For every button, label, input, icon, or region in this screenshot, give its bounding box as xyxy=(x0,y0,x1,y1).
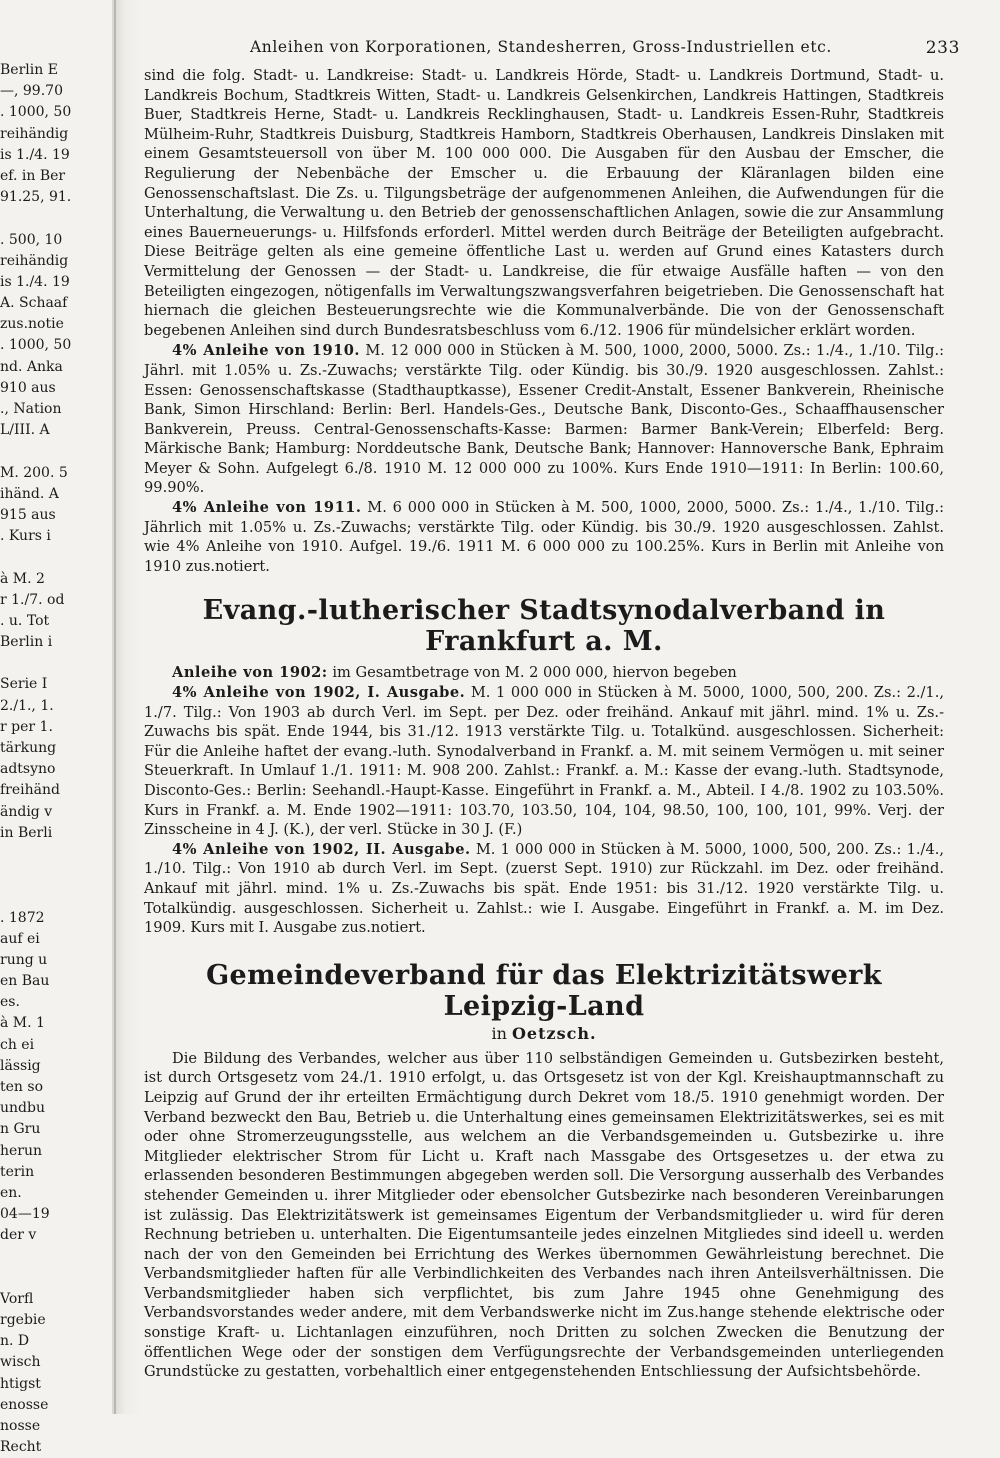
margin-fragment-line: Serie I xyxy=(0,676,48,693)
margin-fragment-line: . Kurs i xyxy=(0,528,51,545)
margin-fragment-line: wisch xyxy=(0,1354,41,1371)
facing-page-margin xyxy=(0,60,112,1458)
margin-fragment-line: A. Schaaf xyxy=(0,295,68,312)
running-title: Anleihen von Korporationen, Standesherren, Gross-Industriellen etc. xyxy=(250,38,832,56)
margin-fragment-line xyxy=(0,1268,112,1289)
subtitle-prefix: in xyxy=(491,1023,507,1043)
margin-fragment-line: tärkung xyxy=(0,740,57,756)
page-number: 233 xyxy=(925,38,960,58)
margin-fragment-line: Berlin E xyxy=(0,62,58,78)
margin-fragment-line: 04—19 xyxy=(0,1206,50,1223)
ausgabe-1-paragraph xyxy=(144,683,944,840)
margin-fragment-line: rung u xyxy=(0,951,48,968)
section-subtitle xyxy=(144,1024,944,1043)
intro-paragraph: sind die folg. Stadt- u. Landkreise: Stadt- u. Landkreis Hörde, Stadt- u. Landkreis Dortmund, Stadt- u. Landkreis Bochum, Stadtkreis Witten, Stadt- u. Landkreis Gelsenkirchen, Landkreis Hattingen, Stadtkreis Buer, Stadtkreis Herne, Stadt- u. Landkreis Recklinghausen, Stadt- u. Landkreis Essen-Ruhr, Stadtkreis Mülheim-Ruhr, Stadtkreis Duisburg, Stadtkreis Hamborn, Stadtkreis Oberhausen, Landkreis Dinslaken mit einem Gesamtsteuersoll von über M. 100 000 000. Die Ausgaben für den Ausbau der Emscher, die Regulierung der Nebenbäche der Emscher u. die Erbauung der Kläranlagen bilden eine Genossenschaftslast. Die Zs. u. Tilgungsbeträge der aufgenommenen Anleihen, die Aufwendungen für die Unterhaltung, die Verwaltung u. den Betrieb der genossenschaftlichen Anlagen, sowie die zur Ansammlung eines Bauerneuerungs- u. Hilfsfonds erforderl. Mittel werden durch Beiträge der Beteiligten aufgebracht. Diese Beiträge gelten als eine gemeine öffentliche Last u. werden auf Grund eines Katasters durch Vermittelung der Genossen — der Stadt- u. Landkreise, die für etwaige Ausfälle haften — von den Beteiligten eingezogen, nötigenfalls im Verwaltungszwangsverfahren beigetrieben. Die Genossenschaft hat hiernach die gleichen Besteuerungsrechte wie die Kommunalverbände. Die von der Genossenschaft begebenen Anleihen sind durch Bundesratsbeschluss vom 6./12. 1906 für mündelsicher erklärt worden. xyxy=(144,67,944,339)
margin-fragment-line: . 1872 xyxy=(0,909,45,926)
margin-fragment-line: terin xyxy=(0,1163,35,1180)
section-title-gemeindeverband: Gemeindeverband für das Elektrizitätswerk Leipzig-Land xyxy=(206,959,882,1022)
margin-fragment-line: undbu xyxy=(0,1100,45,1117)
margin-fragment-line: en. xyxy=(0,1184,22,1201)
margin-fragment-line: is 1./4. 19 xyxy=(0,273,70,290)
margin-fragment-line: htigst xyxy=(0,1375,41,1392)
margin-fragment-line: . 1000, 50 xyxy=(0,337,72,354)
margin-fragment-line: 2./1., 1. xyxy=(0,697,54,714)
margin-fragment-line: der v xyxy=(0,1227,37,1244)
loan-1910-paragraph xyxy=(144,341,944,498)
margin-fragment-line: rgebie xyxy=(0,1312,46,1329)
loan-1911-text: M. 6 000 000 in Stücken à M. 500, 1000, 2000, 5000. Zs.: 1./4., 1./10. Tilg.: Jährlich mit 1.05% u. Zs.-Zuwachs; verstärkte Tilg. oder Kündig. bis 30./9. 1920 ausgeschlossen. Zahlst. wie 4% Anleihe von 1910. Aufgel. 19./6. 1911 M. 6 000 000 zu 100.25%. Kurs in Berlin mit Anleihe von 1910 zus.notiert. xyxy=(144,499,944,575)
margin-fragment-line: r per 1. xyxy=(0,718,53,735)
margin-fragment-line: en Bau xyxy=(0,973,50,990)
margin-fragment-line: r 1./7. od xyxy=(0,591,65,608)
margin-fragment-line: ch ei xyxy=(0,1036,35,1053)
margin-fragment-line: ihänd. A xyxy=(0,485,59,502)
margin-fragment-line: nosse xyxy=(0,1418,41,1434)
margin-fragment-line: 915 aus xyxy=(0,506,56,523)
loan-1911-heading: 4% Anleihe von 1911. xyxy=(172,499,362,517)
margin-fragment-line: à M. 1 xyxy=(0,1015,45,1032)
margin-fragment-line xyxy=(0,844,112,865)
margin-fragment-line xyxy=(0,547,112,568)
margin-fragment-line: . 1000, 50 xyxy=(0,104,72,121)
margin-fragment-line: ändig v xyxy=(0,803,53,820)
margin-fragment-line xyxy=(0,865,112,886)
margin-fragment-line: ef. in Ber xyxy=(0,167,66,184)
margin-fragment-line: reihändig xyxy=(0,252,69,269)
margin-fragment-line: —, 99.70 xyxy=(0,83,63,100)
margin-fragment-line xyxy=(0,208,112,229)
ausgabe-1-text: M. 1 000 000 in Stücken à M. 5000, 1000, 500, 200. Zs.: 2./1., 1./7. Tilg.: Von 1903 ab durch Verl. im Sept. per Dez. oder freihänd. Ankauf mit jährl. mind. 1% u. Zs.-Zuwachs bis spät. Ende 1944, bis 31./12. 1913 verstärkte Tilg. u. Totalkünd. ausgeschlossen. Sicherheit: Für die Anleihe haftet der evang.-luth. Synodalverband in Frankf. a. M. mit seinem Vermögen u. mit seiner Steuerkraft. In Umlauf 1./1. 1911: M. 908 200. Zahlst.: Frankf. a. M.: Kasse der evang.-luth. Stadtsynode, Disconto-Ges.: Berlin: Seehandl.-Haupt-Kasse. Eingeführt in Frankf. a. M., Abteil. I 4./8. 1902 zu 103.50%. Kurs in Frankf. a. M. Ende 1902—1911: 103.70, 103.50, 104, 104, 98.50, 100, 100, 101, 99%. Verj. der Zinsscheine in 4 J. (K.), der verl. Stücke in 30 J. (F.) xyxy=(144,684,944,839)
margin-fragment-line: Berlin i xyxy=(0,634,53,651)
loan-1910-heading: 4% Anleihe von 1910. xyxy=(172,342,361,360)
section-title-stadtsynodalverband: Evang.-lutherischer Stadtsynodalverband in Frankfurt a. M. xyxy=(202,595,886,658)
margin-fragment-line: freihänd xyxy=(0,782,60,799)
margin-fragment-line: 91.25, 91. xyxy=(0,189,72,206)
margin-fragment-line xyxy=(0,1247,112,1268)
ausgabe-2-text: M. 1 000 000 in Stücken à M. 5000, 1000, 500, 200. Zs.: 1./4., 1./10. Tilg.: Von 1910 ab durch Verl. im Sept. (zuerst Sept. 1910) zur Rückzahl. im Dez. oder freihänd. Ankauf mit jährl. mind. 1% u. Zs.-Zuwachs bis spät. Ende 1951: bis 31./12. 1920 verstärkte Tilg. u. Totalkündig. ausgeschlossen. Sicherheit u. Zahlst.: wie I. Ausgabe. Eingeführt in Frankf. a. M. im Dez. 1909. Kurs mit I. Ausgabe zus.notiert. xyxy=(144,840,945,937)
anleihe-1902-paragraph xyxy=(144,663,944,683)
loan-1910-text: M. 12 000 000 in Stücken à M. 500, 1000, 2000, 5000. Zs.: 1./4., 1./10. Tilg.: Jährl. mit 1.05% u. Zs.-Zuwachs; verstärkte Tilg. oder Kündig. bis 30./9. 1920 ausgeschlossen. Zahlst.: Essen: Genossenschaftskasse (Stadthauptkasse), Essener Credit-Anstalt, Essener Bankverein, Rheinische Bank, Simon Hirschland: Berlin: Berl. Handels-Ges., Deutsche Bank, Disconto-Ges., Schaaffhausenscher Bankverein, Preuss. Central-Genossenschafts-Kasse: Barmen: Barmer Bank-Verein; Elberfeld: Berg. Märkische Bank; Hamburg: Norddeutsche Bank, Deutsche Bank; Hannover: Hannoversche Bank, Ephraim Meyer & Sohn. Aufgelegt 6./8. 1910 M. 12 000 000 zu 100%. Kurs Ende 1910—1911: In Berlin: 100.60, 99.90%. xyxy=(144,342,945,497)
ausgabe-2-heading: 4% Anleihe von 1902, II. Ausgabe. xyxy=(172,840,471,858)
margin-fragment-line xyxy=(0,886,112,907)
anleihe-1902-heading: Anleihe von 1902: xyxy=(172,664,328,682)
margin-fragment-line: M. 200. 5 xyxy=(0,464,68,481)
margin-fragment-line: in Berli xyxy=(0,824,53,841)
page-fold-line xyxy=(114,0,116,1414)
margin-fragment-line: Vorfl xyxy=(0,1290,34,1307)
margin-fragment-line: n Gru xyxy=(0,1121,41,1138)
page-gutter xyxy=(112,0,142,1414)
main-text xyxy=(144,66,944,1382)
margin-fragment-line: 910 aus xyxy=(0,379,56,396)
ausgabe-2-paragraph xyxy=(144,840,944,938)
margin-fragment-line: es. xyxy=(0,994,20,1011)
margin-fragment-line: ., Nation xyxy=(0,401,62,417)
margin-fragment-line: enosse xyxy=(0,1396,49,1413)
subtitle-place: Oetzsch. xyxy=(511,1023,597,1043)
anleihe-1902-text: im Gesamtbetrage von M. 2 000 000, hiervon begeben xyxy=(332,664,737,682)
margin-fragment-line: auf ei xyxy=(0,930,40,947)
margin-fragment-line: adtsyno xyxy=(0,761,56,778)
margin-fragment-line: . 500, 10 xyxy=(0,231,63,248)
margin-fragment-line: . u. Tot xyxy=(0,612,50,629)
margin-fragment-line xyxy=(0,653,112,674)
margin-fragment-line: reihändig xyxy=(0,125,69,142)
margin-fragment-line: Recht xyxy=(0,1439,42,1456)
margin-fragment-line: lässig xyxy=(0,1057,41,1074)
margin-fragment-line: zus.notie xyxy=(0,316,64,333)
loan-1911-paragraph xyxy=(144,498,944,576)
margin-fragment-line xyxy=(0,441,112,462)
margin-fragment-line: n. D xyxy=(0,1333,30,1350)
margin-fragment-line: à M. 2 xyxy=(0,570,45,587)
gemeindeverband-paragraph: Die Bildung des Verbandes, welcher aus über 110 selbständigen Gemeinden u. Gutsbezirken besteht, ist durch Ortsgesetz vom 24./1. 1910 erfolgt, u. das Ortsgesetz ist von der Kgl. Kreishauptmannschaft zu Leipzig auf Grund der ihr erteilten Ermächtigung durch Dekret vom 18./5. 1910 genehmigt worden. Der Verband bezweckt den Bau, Betrieb u. die Unterhaltung eines gemeinsamen Elektrizitätswerkes, sei es mit oder ohne Stromerzeugungsstelle, aus welchem an die Verbandsgemeinden u. Gutsbezirke u. ihre Mitglieder elektrischer Strom für Licht u. Kraft nach Massgabe des Ortsgesetzes u. der etwa zu erlassenden besonderen Bestimmungen abgegeben werden soll. Die Versorgung ausserhalb des Verbandes stehender Gemeinden u. ihrer Mitglieder oder ebensolcher Gutsbezirke nach besonderen Vereinbarungen ist zulässig. Das Elektrizitätswerk ist gemeinsames Eigentum der Verbandsmitglieder u. wird für deren Rechnung betrieben u. unterhalten. Die Eigentumsanteile jedes einzelnen Mitgliedes sind ideell u. werden nach der von den Gemeinden bei Errichtung des Werkes übernommen Gewährleistung berechnet. Die Verbandsmitglieder haften für alle Verbindlichkeiten des Verbandes nach ihren Anteilsverhältnissen. Die Verbandsmitglieder haben sich verpflichtet, bis zum Jahre 1945 ohne Genehmigung des Verbandsvorstandes weder andere, mit dem Verbandswerke nicht im Zus.hange stehende elektrische oder sonstige Kraft- u. Lichtanlagen einzuführen, noch Dritten zu solchen Zwecken die Benutzung der öffentlichen Wege oder der sonstigen dem Verfügungsrechte der Verbandsgemeinden unterliegenden Grundstücke zu gestatten, vorbehaltlich einer entgegenstehenden Entschliessung der Aufsichtsbehörde. xyxy=(144,1049,944,1381)
margin-fragment-line: herun xyxy=(0,1142,43,1159)
ausgabe-1-heading: 4% Anleihe von 1902, I. Ausgabe. xyxy=(172,684,466,702)
margin-fragment-line: is 1./4. 19 xyxy=(0,146,70,163)
margin-fragment-line: nd. Anka xyxy=(0,358,63,375)
margin-fragment-line: L/III. A xyxy=(0,422,50,439)
margin-fragment-line: ten so xyxy=(0,1079,43,1095)
